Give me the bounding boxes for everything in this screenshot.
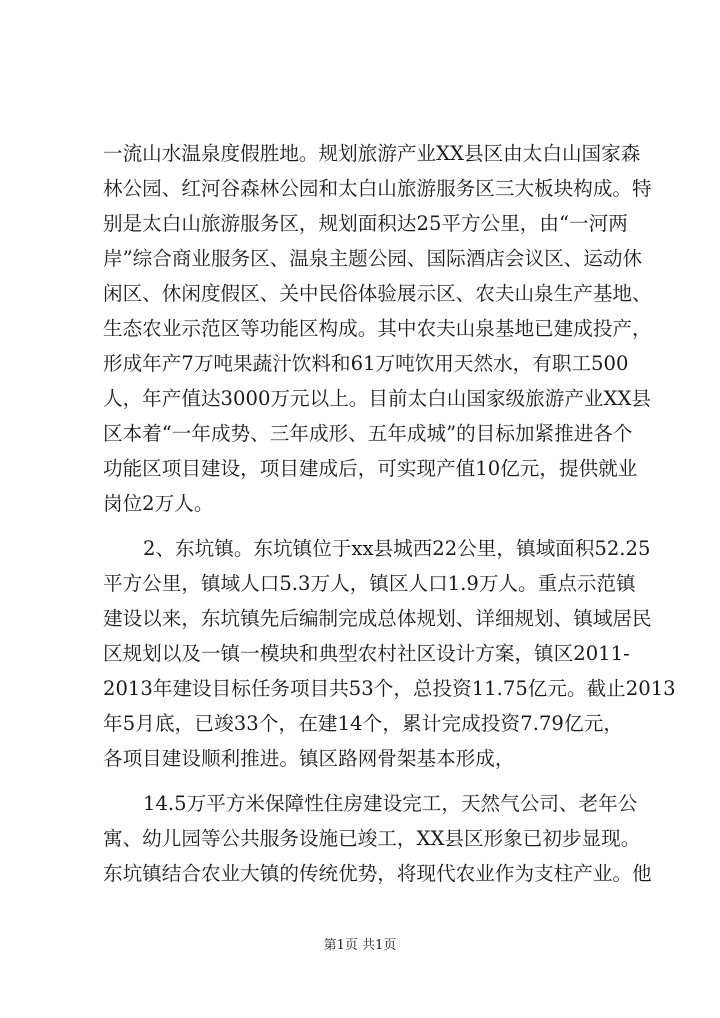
text-line: 寓、幼儿园等公共服务设施已竣工，XX县区形象已初步显现。 [103,827,641,850]
text-line: 别是太白山旅游服务区，规划面积达25平方公里，由“一河两 [103,212,628,235]
text-line: 生态农业示范区等功能区构成。其中农夫山泉基地已建成投产， [103,317,652,340]
text-line: 区本着“一年成势、三年成形、五年成城”的目标加紧推进各个 [103,422,633,445]
text-line: 功能区项目建设，项目建成后，可实现产值10亿元，提供就业 [103,457,638,480]
text-line: 形成年产7万吨果蔬汁饮料和61万吨饮用天然水，有职工500 [103,352,629,375]
text-line: 2013年建设目标任务项目共53个，总投资11.75亿元。截止2013 [103,677,676,700]
text-line: 岸”综合商业服务区、温泉主题公园、国际酒店会议区、运动休 [103,247,643,270]
text-line: 林公园、红河谷森林公园和太白山旅游服务区三大板块构成。特 [103,177,652,200]
text-line: 人，年产值达3000万元以上。目前太白山国家级旅游产业XX县 [103,387,652,410]
text-line: 闲区、休闲度假区、关中民俗体验展示区、农夫山泉生产基地、 [103,282,652,305]
text-line: 平方公里，镇域人口5.3万人，镇区人口1.9万人。重点示范镇 [103,572,636,595]
text-line: 岗位2万人。 [103,492,214,515]
text-line: 一流山水温泉度假胜地。规划旅游产业XX县区由太白山国家森 [103,142,641,165]
text-line: 区规划以及一镇一模块和典型农村社区设计方案，镇区2011- [103,642,630,665]
text-line: 14.5万平方米保障性住房建设完工，天然气公司、老年公 [143,792,638,815]
text-line: 各项目建设顺利推进。镇区路网骨架基本形成， [103,747,515,770]
text-line: 2、东坑镇。东坑镇位于xx县城西22公里，镇域面积52.25 [143,537,651,560]
page-number-footer: 第1页 共1页 [323,938,397,953]
text-line: 东坑镇结合农业大镇的传统优势，将现代农业作为支柱产业。他 [103,862,652,885]
text-line: 建设以来，东坑镇先后编制完成总体规划、详细规划、镇域居民 [103,607,652,630]
text-line: 年5月底，已竣33个，在建14个，累计完成投资7.79亿元， [103,712,623,735]
